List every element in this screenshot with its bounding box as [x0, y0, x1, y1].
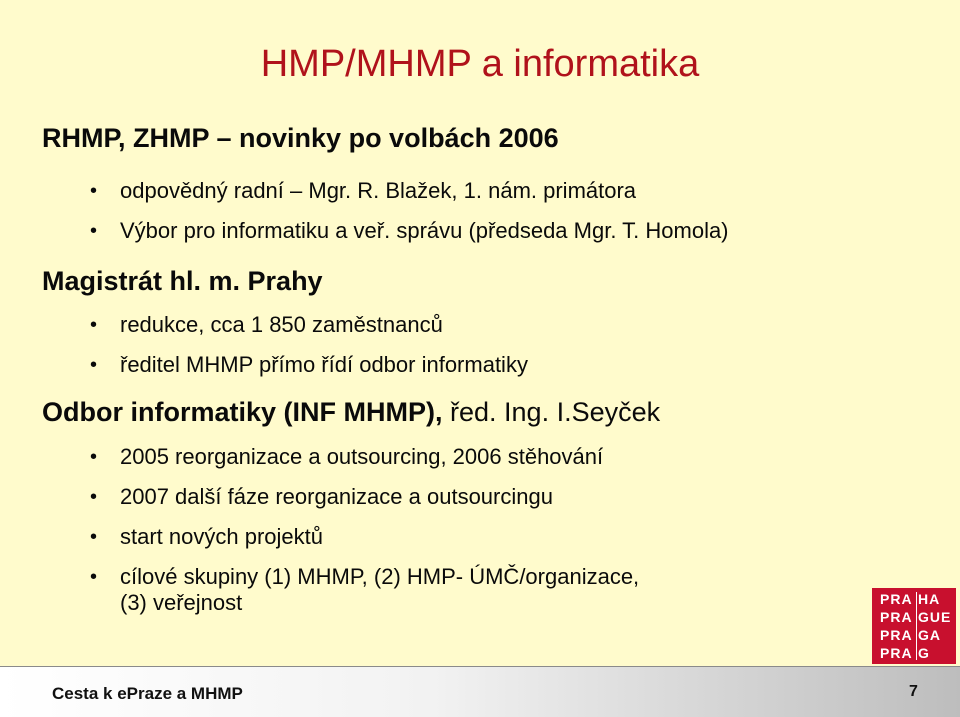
- list-item-continuation: (3) veřejnost: [120, 590, 243, 615]
- section-list-odbor: [90, 444, 639, 616]
- logo-cell: PRA: [880, 645, 913, 661]
- logo-row: [880, 609, 951, 626]
- list-item: • odpovědný radní – Mgr. R. Blažek, 1. nám. primátora: [90, 178, 729, 204]
- praha-logo: [872, 588, 956, 664]
- section-heading-rhmp: RHMP, ZHMP – novinky po volbách 2006: [42, 123, 559, 153]
- list-item: • Výbor pro informatiku a veř. správu (předseda Mgr. T. Homola): [90, 218, 729, 244]
- section-list-magistrat: [90, 312, 528, 378]
- logo-cell: PRA: [880, 627, 913, 643]
- section-heading-odbor: [42, 396, 660, 428]
- section-list-rhmp: [90, 178, 729, 244]
- logo-row: [880, 645, 930, 662]
- logo-cell: PRA: [880, 591, 913, 607]
- logo-cell: HA: [918, 591, 941, 607]
- logo-cell: G: [918, 645, 930, 661]
- footer-bar: [0, 666, 960, 717]
- list-item: • redukce, cca 1 850 zaměstnanců: [90, 312, 528, 338]
- logo-cell: GUE: [918, 609, 952, 625]
- page-number: 7: [909, 683, 918, 700]
- logo-cell: GA: [918, 627, 941, 643]
- list-item: • ředitel MHMP přímo řídí odbor informatiky: [90, 352, 528, 378]
- list-item: • cílové skupiny (1) MHMP, (2) HMP- ÚMČ/organizace,: [90, 564, 639, 590]
- section-heading-odbor-main: Odbor informatiky (INF MHMP),: [42, 397, 443, 427]
- logo-row: [880, 627, 941, 644]
- logo-row: [880, 591, 940, 608]
- slide-title: HMP/MHMP a informatika: [260, 43, 700, 85]
- list-item: • 2007 další fáze reorganizace a outsourcingu: [90, 484, 639, 510]
- section-heading-odbor-director: řed. Ing. I.Seyček: [450, 397, 661, 427]
- list-item: • start nových projektů: [90, 524, 639, 550]
- logo-cell: PRA: [880, 609, 913, 625]
- section-heading-magistrat: Magistrát hl. m. Prahy: [42, 266, 323, 296]
- list-item: • 2005 reorganizace a outsourcing, 2006 stěhování: [90, 444, 639, 470]
- footer-title: Cesta k ePraze a MHMP: [52, 684, 243, 703]
